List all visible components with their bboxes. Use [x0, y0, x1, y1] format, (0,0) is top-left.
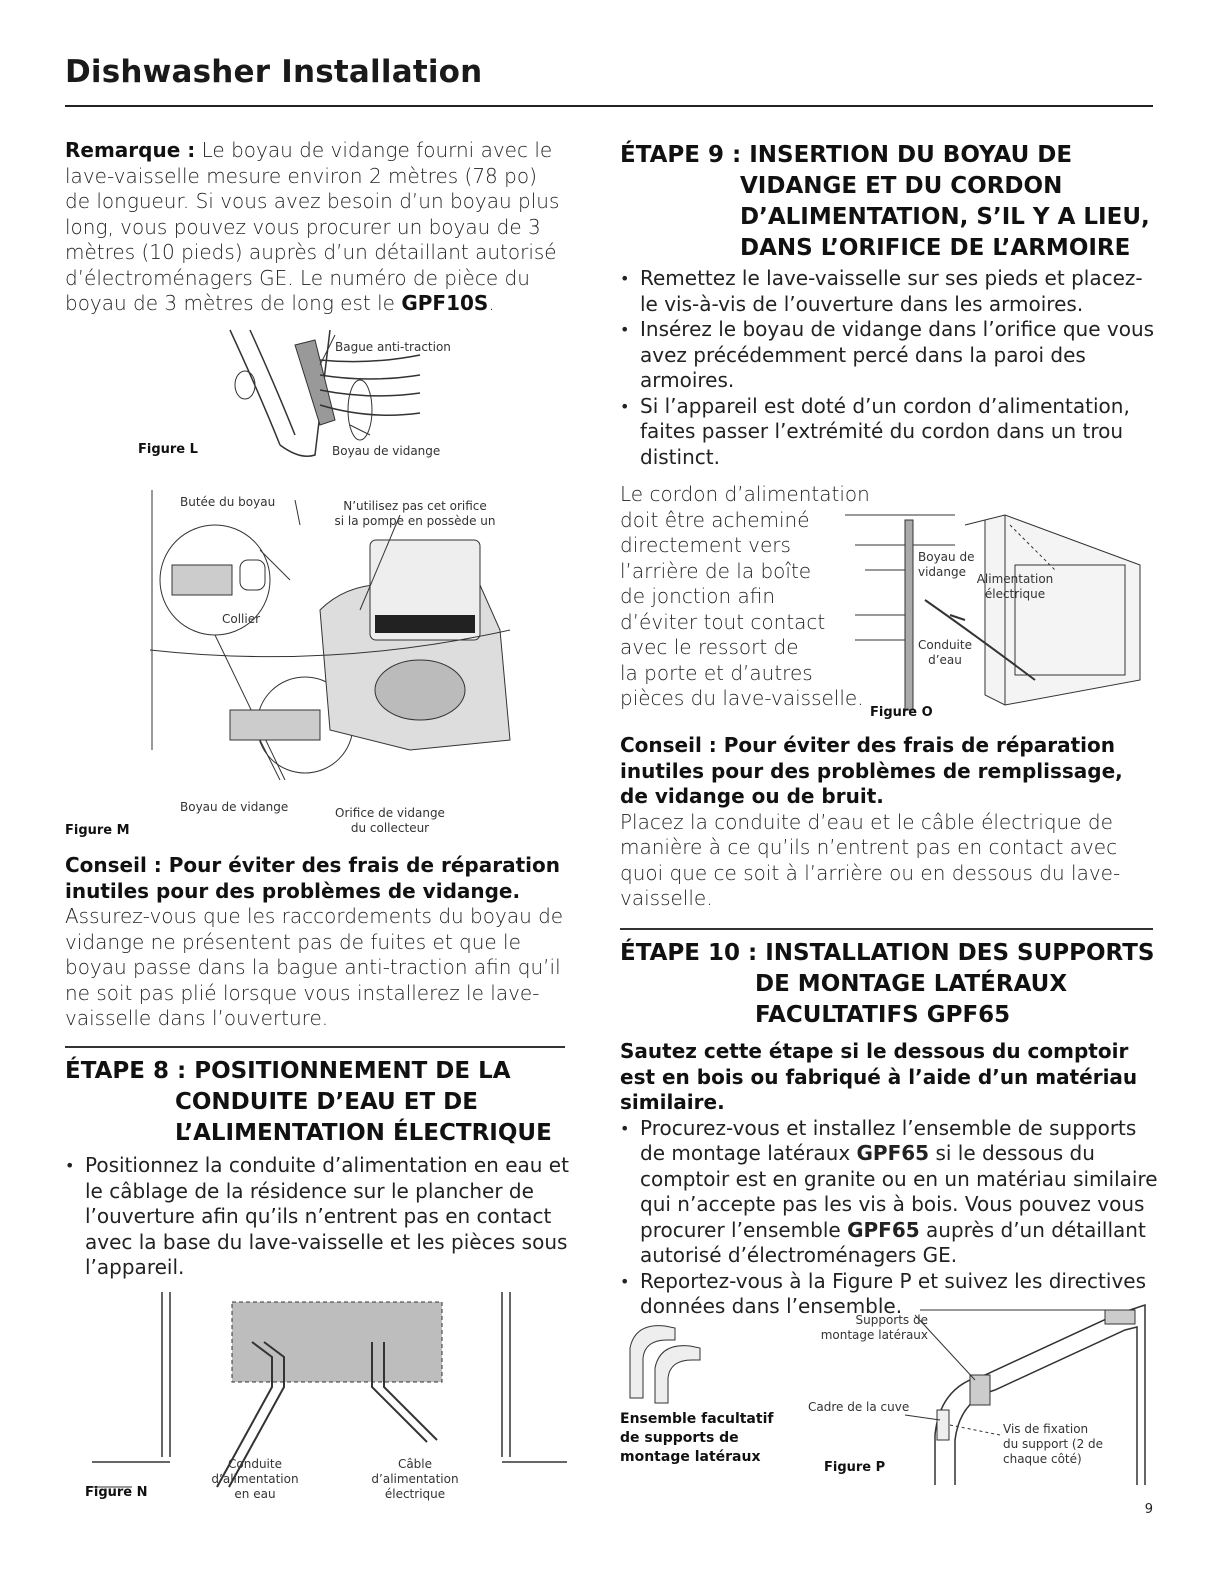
step9-bullet-2: • Insérez le boyau de vidange dans l’orifice que vous avez précédemment percé dans la paroi des armoires.: [620, 317, 1160, 394]
kit-caption-line2: de supports de: [620, 1430, 739, 1446]
figure-p-screws-line3: chaque côté): [1003, 1452, 1082, 1466]
cord-note-line: avec le ressort de: [620, 635, 799, 659]
step8-block: [65, 1056, 585, 1281]
figure-o-water-line2: d’eau: [928, 653, 962, 667]
figure-p-screws-callout: [1003, 1422, 1103, 1467]
figure-o-power-callout: [970, 572, 1060, 602]
step10-bullet1-text-b: si le dessous du comptoir est en granite ou en un matériau similaire qui n’accepte pas les vis à bois. Vous pouvez vous procurer l’ensemble: [640, 1141, 1158, 1242]
figure-m-hose-callout: Boyau de vidange: [180, 800, 289, 814]
step9-cord-note: [620, 482, 870, 712]
step8-bullet: • Positionnez la conduite d’alimentation en eau et le câblage de la résidence sur le plancher de l’ouverture afin qu’ils n’entrent pas en contact avec la base du lave-vaisselle et les pièces sous l’appareil.: [65, 1153, 585, 1281]
tip-fill-text: Placez la conduite d’eau et le câble électrique de manière à ce qu’ils n’entrent pas en contact avec quoi que ce soit à l’arrière ou en dessous du lave-vaisselle.: [620, 809, 1121, 910]
kit-caption-line3: montage latéraux: [620, 1449, 761, 1465]
figure-m-label: Figure M: [65, 823, 130, 838]
cord-note-line: l’arrière de la boîte: [620, 558, 812, 583]
step9-bullet-1: • Remettez le lave-vaisselle sur ses pieds et placez-le vis-à-vis de l’ouverture dans les armoires.: [620, 266, 1160, 317]
remarque-text: Le boyau de vidange fourni avec le lave-vaisselle mesure environ 2 mètres (78 po) de longueur. Si vous avez besoin d’un boyau plus long, vous pouvez vous procurer un boyau de 3 mètres (10 pieds) auprès d’un détaillant autorisé d’électroménagers GE. Le numéro de pièce du boyau de 3 mètres de long est le: [65, 138, 560, 315]
step9-heading-line3: D’ALIMENTATION, S’IL Y A LIEU,: [740, 204, 1150, 230]
step9-heading-line4: DANS L’ORIFICE DE L’ARMOIRE: [740, 235, 1131, 261]
figure-o-power-line2: électrique: [984, 587, 1046, 601]
step10-bullet-1: [620, 1116, 1160, 1269]
figure-o-label: Figure O: [870, 705, 933, 720]
tip-drain-block: [65, 853, 585, 1032]
figure-p-frame-callout: Cadre de la cuve: [808, 1400, 910, 1414]
figure-p-label: Figure P: [824, 1460, 886, 1475]
cord-note-line: directement vers: [620, 533, 791, 557]
step8-bullets: [65, 1153, 585, 1281]
tip-drain-heading: Conseil : Pour éviter des frais de réparation inutiles pour des problèmes de vidange.: [65, 853, 560, 903]
step10-divider: [620, 928, 1153, 930]
figure-m-manifold-callout: [325, 806, 455, 836]
figure-o-water-callout: [905, 638, 985, 668]
step9-heading: [620, 140, 1160, 264]
figure-n-water-line1: Conduite: [228, 1457, 282, 1471]
step10-heading-line1: ÉTAPE 10 : INSTALLATION DES SUPPORTS: [620, 940, 1155, 966]
figure-o-hose-callout: [918, 550, 974, 580]
figure-n-water-line3: en eau: [234, 1487, 276, 1501]
cord-note-line: de jonction afin: [620, 584, 776, 608]
figure-o-water-line1: Conduite: [918, 638, 972, 652]
figure-o-drawing: [845, 505, 1145, 725]
figure-n-water-line2: d’alimentation: [211, 1472, 299, 1486]
remarque-end: .: [488, 291, 495, 315]
bracket-kit-icon: [625, 1318, 715, 1408]
figure-p-kit-caption: [620, 1410, 773, 1467]
cord-note-line: d’éviter tout contact: [620, 609, 826, 634]
cord-note-line: la porte et d’autres: [620, 660, 813, 685]
step10-heading-line3: FACULTATIFS GPF65: [755, 1002, 1011, 1028]
step8-heading-line3: L’ALIMENTATION ÉLECTRIQUE: [175, 1120, 552, 1146]
step10-block: [620, 938, 1160, 1320]
figure-o-hose-line1: Boyau de: [918, 550, 975, 564]
figure-m-orifice-callout: [325, 499, 505, 529]
step10-bullet-2: • Reportez-vous à la Figure P et suivez les directives données dans l’ensemble.: [620, 1269, 1160, 1320]
figure-p-screws-line1: Vis de fixation: [1003, 1422, 1089, 1436]
step8-heading-line2: CONDUITE D’EAU ET DE: [175, 1089, 478, 1115]
figure-p-brackets-line1: Supports de: [855, 1313, 928, 1327]
cord-note-line: pièces du lave-vaisselle.: [620, 686, 864, 710]
remarque-part-number: GPF10S: [401, 291, 489, 315]
figure-n-drawing: [92, 1292, 572, 1502]
figure-l-hose-callout: Boyau de vidange: [332, 444, 441, 458]
step10-bullet1-text-c: auprès d’un détaillant autorisé d’électroménagers GE.: [640, 1217, 1146, 1267]
step10-skip-note: Sautez cette étape si le dessous du comptoir est en bois ou fabriqué à l’aide d’un matériau similaire.: [620, 1039, 1138, 1114]
figure-m-manifold-line1: Orifice de vidange: [335, 806, 445, 820]
tip-fill-heading: Conseil : Pour éviter des frais de réparation inutiles pour des problèmes de remplissage, de vidange ou de bruit.: [620, 733, 1123, 808]
cord-note-line: Le cordon d’alimentation: [620, 482, 870, 506]
figure-m-clamp-callout: Collier: [222, 612, 261, 626]
figure-n-power-line3: électrique: [384, 1487, 446, 1501]
cord-note-line: doit être acheminé: [620, 507, 810, 532]
step8-heading-line1: ÉTAPE 8 : POSITIONNEMENT DE LA: [65, 1058, 511, 1084]
step9-block: [620, 140, 1160, 470]
step9-heading-line2: VIDANGE ET DU CORDON: [740, 173, 1063, 199]
step8-heading: [65, 1056, 585, 1149]
step9-bullet-3: • Si l’appareil est doté d’un cordon d’alimentation, faites passer l’extrémité du cordon dans un trou distinct.: [620, 394, 1160, 471]
figure-l-label: Figure L: [138, 442, 198, 457]
figure-m-stop-callout: Butée du boyau: [180, 495, 276, 509]
remarque-paragraph: [65, 138, 565, 317]
kit-caption-line1: Ensemble facultatif: [620, 1411, 774, 1427]
remarque-block: [65, 138, 565, 317]
step10-part-number: GPF65: [856, 1141, 930, 1165]
title-divider: [65, 105, 1153, 107]
figure-p-brackets-callout: [808, 1313, 928, 1343]
figure-m-orifice-line1: N’utilisez pas cet orifice: [343, 499, 487, 513]
figure-n-power-callout: [360, 1457, 470, 1502]
step8-divider: [65, 1046, 565, 1048]
figure-n-power-line1: Câble: [397, 1457, 433, 1471]
figure-n-power-line2: d’alimentation: [371, 1472, 459, 1486]
figure-o-hose-line2: vidange: [918, 565, 967, 579]
tip-fill-block: [620, 733, 1140, 912]
step10-heading: [620, 938, 1160, 1031]
step10-bullet1-text-a: Procurez-vous et installez l’ensemble de supports de montage latéraux: [640, 1115, 1137, 1165]
page-title: Dishwasher Installation: [65, 54, 483, 90]
step9-bullets: [620, 266, 1160, 470]
figure-m-orifice-line2: si la pompe en possède un: [334, 514, 496, 528]
figure-m-drawing: [150, 490, 530, 780]
figure-n-water-callout: [205, 1457, 305, 1502]
step9-heading-line1: ÉTAPE 9 : INSERTION DU BOYAU DE: [620, 142, 1073, 168]
tip-drain-text: Assurez-vous que les raccordements du boyau de vidange ne présentent pas de fuites et que le boyau passe dans la bague anti-traction afin qu’il ne soit pas plié lorsque vous installerez le lave-vaisselle dans l’ouverture.: [65, 904, 564, 1030]
step10-bullets: [620, 1116, 1160, 1320]
figure-m-manifold-line2: du collecteur: [350, 821, 430, 835]
figure-p-screws-line2: du support (2 de: [1003, 1437, 1104, 1451]
figure-o-power-line1: Alimentation: [976, 572, 1054, 586]
page-number: 9: [1144, 1502, 1153, 1517]
figure-p-brackets-line2: montage latéraux: [820, 1328, 928, 1342]
remarque-label: Remarque :: [65, 138, 196, 162]
figure-l-ring-callout: Bague anti-traction: [335, 340, 451, 354]
figure-n-label: Figure N: [85, 1485, 148, 1500]
step10-part-number: GPF65: [847, 1217, 920, 1242]
step10-heading-line2: DE MONTAGE LATÉRAUX: [755, 971, 1068, 997]
